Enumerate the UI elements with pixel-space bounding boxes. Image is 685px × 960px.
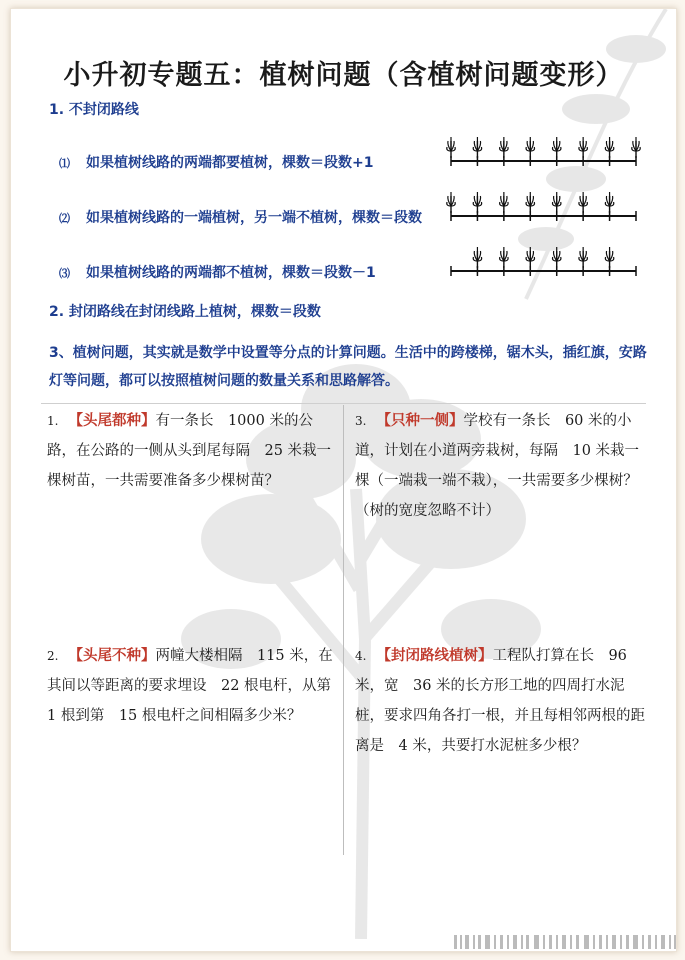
rule-2-text: 如果植树线路的一端植树，另一端不植树，棵数＝段数 <box>86 210 422 226</box>
tree-icon <box>605 247 613 268</box>
rule-3-text: 如果植树线路的两端都不植树，棵数＝段数－1 <box>86 265 376 281</box>
problem-2-text: 两幢大楼相隔 115 米，在其间以等距离的要求埋设 22 根电杆，从第 1 根到第 15 根电杆之间相隔多少米？ <box>47 648 346 724</box>
tree-line-diagram-one-end <box>441 186 641 226</box>
problem-1-tag: 【头尾都种】 <box>68 413 156 429</box>
problem-4-tag: 【封闭路线植树】 <box>376 648 493 664</box>
tree-icon <box>500 192 508 213</box>
rule-3-number: ⑶ <box>59 267 70 280</box>
barcode-icon <box>454 933 677 951</box>
rule-2-number: ⑵ <box>59 212 70 225</box>
problem-4 <box>355 641 645 761</box>
tree-icon <box>579 247 587 268</box>
tree-icon <box>552 137 560 158</box>
problem-2-number: 2. <box>47 649 59 663</box>
problem-3-tag: 【只种一侧】 <box>376 413 464 429</box>
problem-3 <box>355 406 645 526</box>
rule-1-number: ⑴ <box>59 157 70 170</box>
tree-line-diagram-no-ends <box>441 241 641 281</box>
tree-icon <box>605 137 613 158</box>
worksheet-page <box>10 8 677 952</box>
tree-icon <box>473 247 481 268</box>
vertical-divider <box>343 405 344 855</box>
rule-1 <box>59 152 373 172</box>
problem-3-text: 学校有一条长 60 米的小道，计划在小道两旁栽树，每隔 10 米栽一棵（一端栽一端不栽），一共需要多少棵树？（树的宽度忽略不计） <box>355 413 640 519</box>
tree-icon <box>500 137 508 158</box>
problem-3-number: 3. <box>355 414 367 428</box>
section-1-heading: 1. 不封闭路线 <box>49 102 139 118</box>
tree-icon <box>552 247 560 268</box>
tree-icon <box>552 192 560 213</box>
tree-icon <box>447 192 455 213</box>
section-2-text: 2. 封闭路线在封闭线路上植树，棵数＝段数 <box>49 304 321 320</box>
tree-line-diagram-both-ends <box>441 131 641 171</box>
tree-icon <box>526 192 534 213</box>
problem-1-text: 有一条长 1000 米的公路，在公路的一侧从头到尾每隔 25 米栽一棵树苗，一共需要准备多少棵树苗？ <box>47 413 332 489</box>
page-title: 小升初专题五：植树问题（含植树问题变形） <box>63 60 624 91</box>
section-3-text: 3、植树问题，其实就是数学中设置等分点的计算问题。生活中的跨楼梯，锯木头，插红旗，安路灯等问题，都可以按照植树问题的数量关系和思路解答。 <box>49 345 647 389</box>
tree-icon <box>473 137 481 158</box>
tree-icon <box>579 137 587 158</box>
tree-icon <box>526 137 534 158</box>
problem-1-number: 1. <box>47 414 59 428</box>
tree-icon <box>447 137 455 158</box>
horizontal-divider <box>41 403 646 404</box>
problem-4-text: 工程队打算在长 96 米，宽 36 米的长方形工地的四周打水泥桩，要求四角各打一根，并且每相邻两根的距离是 4 米，共要打水泥桩多少根？ <box>355 648 645 754</box>
problem-4-number: 4. <box>355 649 367 663</box>
problem-2-tag: 【头尾不种】 <box>68 648 156 664</box>
tree-icon <box>632 137 640 158</box>
problem-1 <box>47 406 337 496</box>
rule-2 <box>59 207 422 227</box>
rule-1-text: 如果植树线路的两端都要植树，棵数＝段数+1 <box>86 155 374 171</box>
tree-icon <box>579 192 587 213</box>
tree-icon <box>605 192 613 213</box>
tree-icon <box>473 192 481 213</box>
tree-icon <box>526 247 534 268</box>
rule-3 <box>59 262 376 282</box>
problem-2 <box>47 641 346 731</box>
tree-icon <box>500 247 508 268</box>
